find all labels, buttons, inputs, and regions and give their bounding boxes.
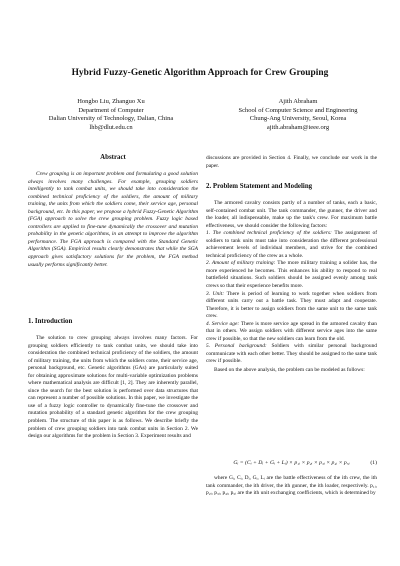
abstract-heading: Abstract bbox=[100, 154, 126, 161]
abstract-body bbox=[28, 171, 198, 269]
factor-4 bbox=[206, 321, 377, 344]
factor-3 bbox=[206, 291, 377, 321]
section2-body bbox=[206, 200, 377, 375]
factor-text: The more military training a solider has, the more experienced he becomes. This enhances his ability to respond to real battlefield situations. Such soldiers should be assigned evenly among tank crews so that their experience benefits more. bbox=[206, 260, 377, 290]
factor-1 bbox=[206, 230, 377, 260]
author-organization: Dalian University of Technology, Dalian, China bbox=[48, 115, 174, 123]
intro-continued-paragraph: discussions are provided in Section 4. Finally, we conclude our work in the paper. bbox=[206, 155, 377, 169]
intro-continuation bbox=[206, 155, 377, 170]
factor-2 bbox=[206, 260, 377, 290]
intro-paragraph: The solution to crew grouping always involves many factors. For grouping soldiers efficiently to tank combat units, we should take into consideration the combined technical proficiency of the soldiers, the amount of military training, the units from which the soldiers come, their service age, personal background, etc. Genetic algorithms (GAs) are particularly suited for obtaining approximate solutions for multi-variable optimization problems where mathematical analysis are difficult [1, 2]. They are inherently parallel, since the search for the best solution is performed over data structures that can represent a number of possible solutions. In this paper, we investigate the use of a fuzzy logic controller to dynamically fine-tune the crossover and mutation probability of a standard genetic algorithm for the crew grouping problem. The structure of this paper is as follows. We describe briefly the problem of crew grouping soldiers into tank combat units in Section 2. We design our algorithms for the problem in Section 3. Experiment results and bbox=[28, 335, 198, 440]
section2-intro-paragraph: The armored cavalry consists partly of a number of tanks, each a basic, self-contained combat unit. The tank commander, the gunner, the driver and the loader, all indispensable, make up the tank's crew. For maximum battle effectiveness, we should consider the following factors: bbox=[206, 200, 377, 229]
factor-5 bbox=[206, 343, 377, 366]
author-block-1 bbox=[20, 98, 202, 132]
equation-1 bbox=[206, 460, 377, 466]
factor-label: 1. The combined technical proficiency of the soldiers: bbox=[206, 230, 332, 237]
author-email: lhb@dlut.edu.cn bbox=[89, 123, 133, 131]
factor-label: 4. Service age: bbox=[206, 320, 240, 327]
paper-title: Hybrid Fuzzy-Genetic Algorithm Approach for Crew Grouping bbox=[71, 68, 329, 78]
factor-text: There is more service age spread in the armored cavalry than that in others. We assign soldiers with different service ages into the same crew if possible, so that the new soldiers can learn from the old. bbox=[206, 320, 377, 342]
model-intro-paragraph: Based on the above analysis, the problem can be modeled as follows: bbox=[214, 367, 365, 374]
abstract-paragraph: Crew grouping is an important problem and formulating a good solution always involves many challenges. For example, grouping soldiers intelligently to tank combat units, we should take into consideration the combined technical proficiency of the soldiers, the amount of military training, the units from which the soldiers come, their service age, personal background, etc. In this paper, we propose a hybrid Fuzzy-Genetic Algorithm (FGA) approach to solve the crew grouping problem. Fuzzy logic based controllers are applied to fine-tune dynamically the crossover and mutation probability in the genetic algorithms, in an attempt to improve the algorithm performance. The FGA approach is compared with the Standard Genetic Algorithm (SGA). Empirical results clearly demonstrates that while the SGA approach gives satisfactory solutions for the problem, the FGA method usually performs significantly better. bbox=[28, 171, 198, 268]
author-department: School of Computer Science and Engineering bbox=[238, 106, 358, 114]
factor-text: Soldiers with similar personal background communicate with each other better. They should be assigned to the same tank crew if possible. bbox=[206, 343, 378, 365]
factor-label: 2. Amount of military training: bbox=[206, 260, 276, 267]
author-block-2 bbox=[212, 98, 384, 132]
factor-label: 5. Personal background: bbox=[206, 343, 267, 350]
factor-text: There is period of learning to work together when soldiers from different units carry out a battle task. They must adapt and cooperate. Therefore, it is better to assign soldiers from the same unit to the same tank crew. bbox=[206, 290, 378, 320]
author-names: Ajith Abraham bbox=[278, 98, 318, 105]
author-names: Hongbo Liu, Zhanguo Xu bbox=[77, 98, 145, 105]
equation-explanation bbox=[206, 475, 377, 498]
intro-body bbox=[28, 335, 198, 441]
equation-formula: Gᵢ = (Cᵢ + Dᵢ + Gᵢ + Lᵢ) × p₁ᵢ × p₂ᵢ × p₃ᵢ × p₄ᵢ × p₅ᵢ bbox=[233, 460, 350, 466]
section2-heading: 2. Problem Statement and Modeling bbox=[206, 183, 313, 190]
author-department: Department of Computer bbox=[78, 106, 144, 114]
author-organization: Chung-Ang University, Seoul, Korea bbox=[249, 115, 347, 123]
factor-label: 3. Unit: bbox=[206, 290, 225, 297]
intro-heading: 1. Introduction bbox=[28, 318, 73, 325]
where-paragraph: where Gᵢ, Cᵢ, Dᵢ, Gᵢ, Lᵢ are the battle effectiveness of the ith crew, the ith tank commander, the ith driver, the ith gunner, the ith loader, respectively. p₁ᵢ, p₂ᵢ, p₃ᵢ, p₄ᵢ, p₅ᵢ are the ith unit exchanging coefficients, which is determined by bbox=[206, 475, 377, 497]
factor-text: The assignment of soldiers to tank units must take into consideration the different professional achievement levels of individual members, and strive for the combined technical proficiency of the crew as a whole. bbox=[206, 230, 378, 259]
author-email: ajith.abraham@ieee.org bbox=[266, 123, 330, 131]
equation-number: (1) bbox=[370, 460, 377, 466]
